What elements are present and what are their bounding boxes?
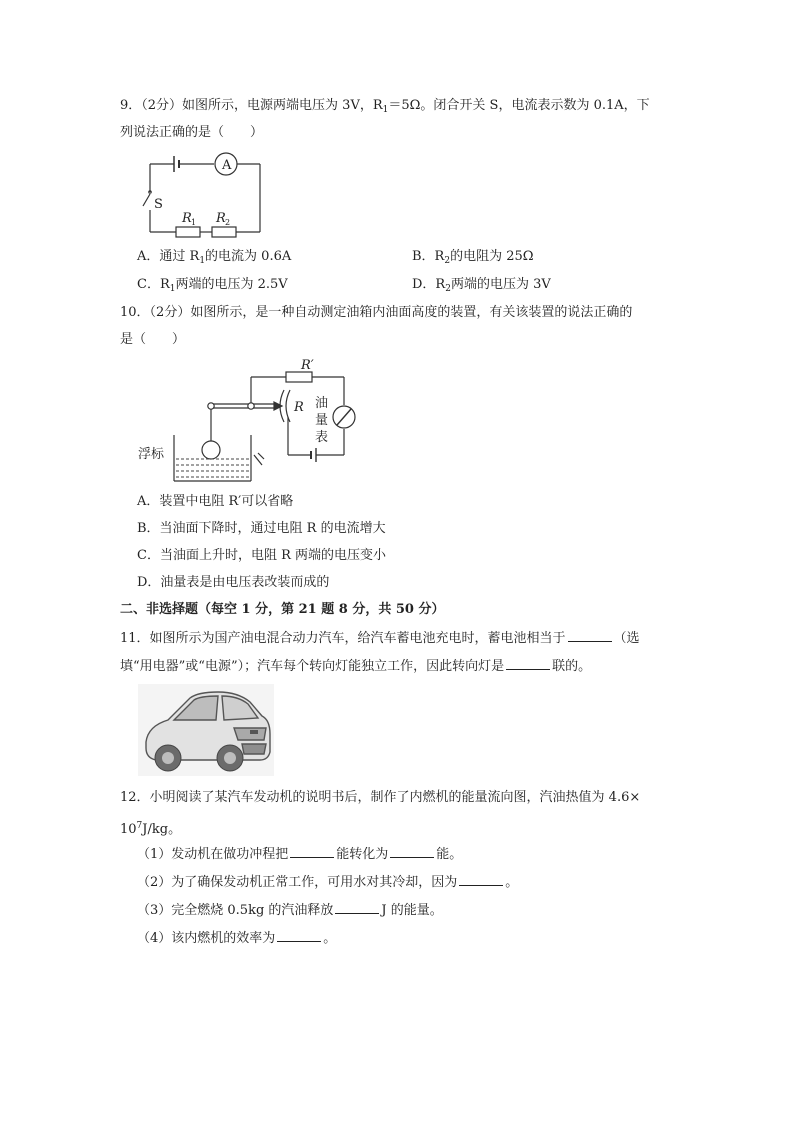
section-2-title: 二、非选择题（每空 1 分，第 21 题 8 分，共 50 分） — [120, 602, 445, 617]
q9-circuit-diagram — [136, 150, 266, 245]
q9-option-a: A．通过 $R_1$的电流为 0.6A — [137, 249, 292, 266]
q11-line1: 11．如图所示为国产油电混合动力汽车，给汽车蓄电池充电时，蓄电池相当于 （选 — [120, 631, 640, 646]
r2-label: R — [216, 211, 226, 226]
float-label: 浮标 — [138, 447, 165, 462]
hybrid-car-image — [138, 684, 274, 776]
gauge-label-3: 表 — [315, 430, 329, 445]
q12-line1: 12．小明阅读了某汽车发动机的说明书后，制作了内燃机的能量流向图，汽油热值为 4.6× — [120, 790, 641, 805]
q12-part-3: （3）完全燃烧 0.5kg 的汽油释放 J 的能量。 — [137, 903, 443, 918]
r1-label: R — [182, 211, 192, 226]
q12-blank-3[interactable] — [335, 901, 379, 914]
q9-stem-line1: 9．（2分）如图所示，电源两端电压为 3V，$R_1=5\Omega$。闭合开关 S，电流表示数为 0.1A，下 — [120, 98, 650, 115]
q9-option-b: B．$R_2$的电阻为 25Ω — [412, 249, 534, 266]
q11-blank-1[interactable] — [568, 629, 612, 642]
q9-option-c: C．$R_1$两端的电压为 2.5V — [137, 277, 288, 294]
ammeter-label: A — [222, 158, 232, 173]
q12-blank-2[interactable] — [459, 873, 503, 886]
q12-part-1: （1）发动机在做功冲程把 能转化为 能。 — [137, 847, 463, 862]
q9-stem-line2: 列说法正确的是（ ） — [120, 125, 264, 140]
q10-option-a: A．装置中电阻 R′可以省略 — [137, 494, 294, 509]
q12-part-4: （4）该内燃机的效率为 。 — [137, 931, 337, 946]
q10-oil-gauge-diagram — [136, 355, 366, 485]
q10-option-c: C．当油面上升时，电阻 R 两端的电压变小 — [137, 548, 386, 563]
switch-label: S — [154, 197, 163, 212]
r2-sub-label: 2 — [225, 218, 231, 227]
q10-stem-line1: 10．（2分）如图所示，是一种自动测定油箱内油面高度的装置，有关该装置的说法正确的 — [120, 305, 633, 320]
q12-line2: $10^7J/kg$。 — [120, 821, 182, 837]
q9-option-d: D．$R_2$两端的电压为 3V — [412, 277, 551, 294]
q12-blank-1b[interactable] — [390, 845, 434, 858]
q11-line2: 填“用电器”或“电源”）；汽车每个转向灯能独立工作，因此转向灯是 联的。 — [120, 659, 592, 674]
q10-option-d: D．油量表是由电压表改装而成的 — [137, 575, 330, 590]
r1-sub-label: 1 — [191, 218, 197, 227]
gauge-label-1: 油 — [315, 396, 329, 411]
q11-blank-2[interactable] — [506, 657, 550, 670]
q12-part-2: （2）为了确保发动机正常工作，可用水对其冷却，因为 。 — [137, 875, 519, 890]
r-prime-label: R′ — [301, 358, 314, 373]
gauge-label-2: 量 — [315, 413, 329, 428]
q10-stem-line2: 是（ ） — [120, 332, 186, 347]
q10-option-b: B．当油面下降时，通过电阻 R 的电流增大 — [137, 521, 386, 536]
r-label: R — [294, 400, 304, 415]
q12-blank-4[interactable] — [277, 929, 321, 942]
q12-blank-1a[interactable] — [290, 845, 334, 858]
